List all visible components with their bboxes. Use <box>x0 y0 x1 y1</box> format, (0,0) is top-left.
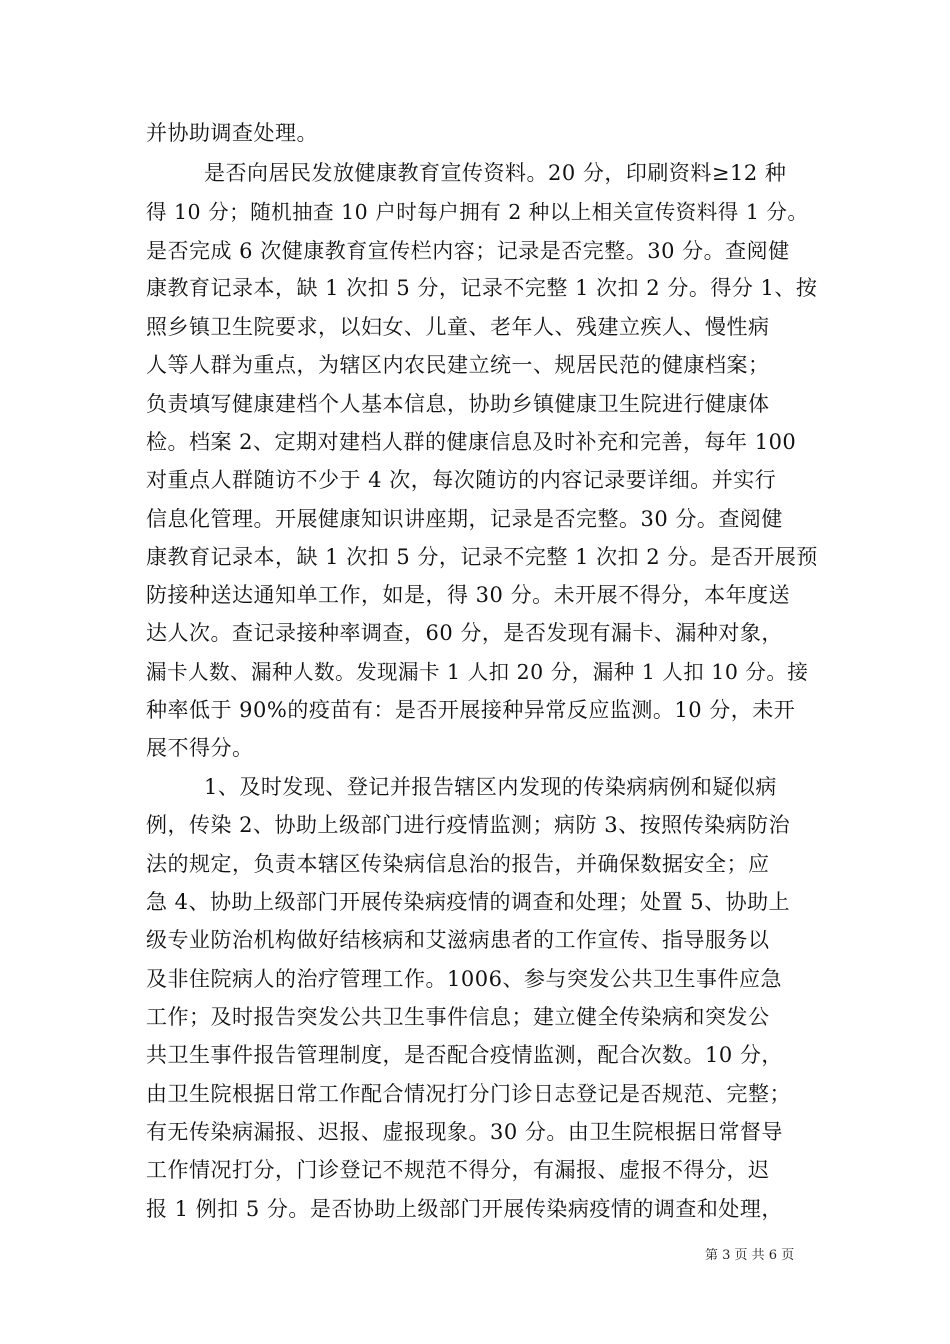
body-line: 康教育记录本，缺 1 次扣 5 分，记录不完整 1 次扣 2 分。是否开展预 <box>146 545 818 569</box>
body-line: 法的规定，负责本辖区传染病信息治的报告，并确保数据安全；应 <box>146 852 770 876</box>
body-line: 有无传染病漏报、迟报、虚报现象。30 分。由卫生院根据日常督导 <box>146 1120 783 1144</box>
body-line: 照乡镇卫生院要求，以妇女、儿童、老年人、残建立疾人、慢性病 <box>146 315 770 339</box>
body-line: 工作情况打分，门诊登记不规范不得分，有漏报、虚报不得分，迟 <box>146 1158 770 1182</box>
body-line: 共卫生事件报告管理制度，是否配合疫情监测，配合次数。10 分， <box>146 1043 783 1067</box>
body-line: 报 1 例扣 5 分。是否协助上级部门开展传染病疫情的调查和处理， <box>146 1197 783 1221</box>
body-line: 级专业防治机构做好结核病和艾滋病患者的工作宣传、指导服务以 <box>146 928 770 952</box>
body-line: 种率低于 90%的疫苗有：是否开展接种异常反应监测。10 分，未开 <box>146 698 796 722</box>
body-line: 康教育记录本，缺 1 次扣 5 分，记录不完整 1 次扣 2 分。得分 1、按 <box>146 276 818 300</box>
body-line: 由卫生院根据日常工作配合情况打分门诊日志登记是否规范、完整； <box>146 1082 791 1106</box>
body-line: 是否向居民发放健康教育宣传资料。20 分，印刷资料≥12 种 <box>204 161 787 185</box>
body-line: 漏卡人数、漏种人数。发现漏卡 1 人扣 20 分，漏种 1 人扣 10 分。接 <box>146 660 809 684</box>
body-line: 并协助调查处理。 <box>146 121 318 145</box>
body-line: 达人次。查记录接种率调查，60 分，是否发现有漏卡、漏种对象， <box>146 621 783 645</box>
page-number: 第 3 页 共 6 页 <box>705 1248 795 1263</box>
body-line: 信息化管理。开展健康知识讲座期，记录是否完整。30 分。查阅健 <box>146 507 783 531</box>
body-line: 例，传染 2、协助上级部门进行疫情监测；病防 3、按照传染病防治 <box>146 813 791 837</box>
body-line: 得 10 分；随机抽查 10 户时每户拥有 2 种以上相关宣传资料得 1 分。 <box>146 200 809 224</box>
body-line: 人等人群为重点，为辖区内农民建立统一、规居民范的健康档案； <box>146 353 770 377</box>
body-line: 是否完成 6 次健康教育宣传栏内容；记录是否完整。30 分。查阅健 <box>146 239 790 263</box>
body-line: 防接种送达通知单工作，如是，得 30 分。未开展不得分，本年度送 <box>146 583 791 607</box>
body-line: 急 4、协助上级部门开展传染病疫情的调查和处理；处置 5、协助上 <box>146 890 791 914</box>
body-line: 及非住院病人的治疗管理工作。1006、参与突发公共卫生事件应急 <box>146 967 782 991</box>
body-line: 展不得分。 <box>146 736 254 760</box>
body-line: 检。档案 2、定期对建档人群的健康信息及时补充和完善，每年 100 <box>146 430 797 454</box>
body-line: 负责填写健康建档个人基本信息，协助乡镇健康卫生院进行健康体 <box>146 392 770 416</box>
body-line: 工作；及时报告突发公共卫生事件信息；建立健全传染病和突发公 <box>146 1005 770 1029</box>
body-line: 1、及时发现、登记并报告辖区内发现的传染病病例和疑似病 <box>204 775 777 799</box>
body-line: 对重点人群随访不少于 4 次，每次随访的内容记录要详细。并实行 <box>146 468 777 492</box>
